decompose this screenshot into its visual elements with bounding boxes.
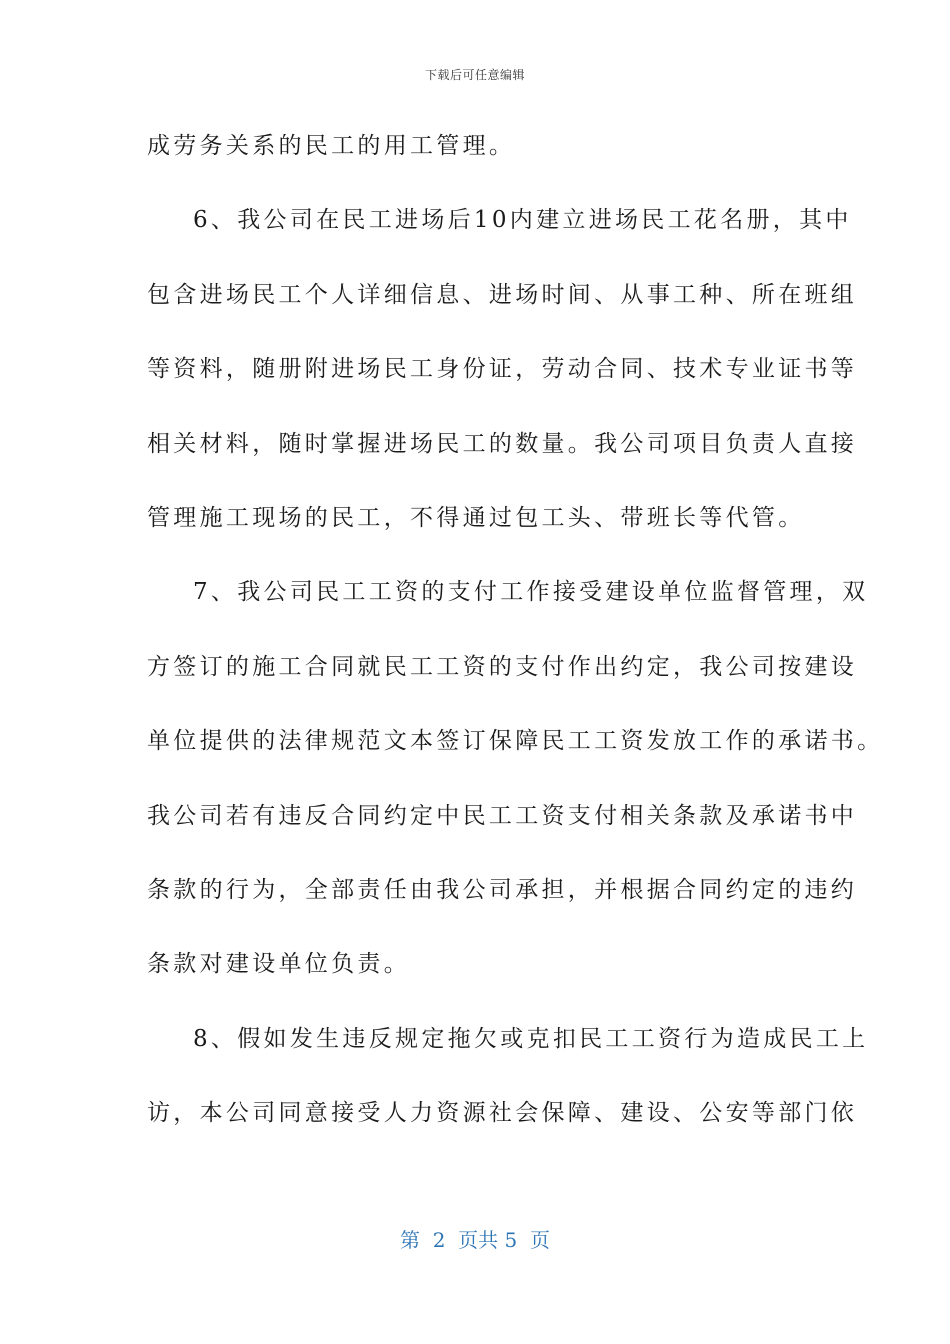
text-line: 8、假如发生违反规定拖欠或克扣民工工资行为造成民工上 xyxy=(193,1025,869,1052)
page-number-footer: 第 2 页共 5 页 xyxy=(400,1228,550,1252)
text-line: 等资料，随册附进场民工身份证，劳动合同、技术专业证书等 xyxy=(147,356,858,383)
text-line: 我公司若有违反合同约定中民工工资支付相关条款及承诺书中 xyxy=(147,802,858,829)
text-line: 7、我公司民工工资的支付工作接受建设单位监督管理，双 xyxy=(193,579,869,606)
text-line: 相关材料，随时掌握进场民工的数量。我公司项目负责人直接 xyxy=(147,430,858,457)
text-line: 包含进场民工个人详细信息、进场时间、从事工种、所在班组 xyxy=(147,281,858,308)
text-line: 条款对建设单位负责。 xyxy=(147,951,410,978)
body-text xyxy=(147,118,884,1159)
text-line: 方签订的施工合同就民工工资的支付作出约定，我公司按建设 xyxy=(147,653,858,680)
text-line: 6、我公司在民工进场后10内建立进场民工花名册，其中 xyxy=(193,207,852,234)
text-line: 条款的行为，全部责任由我公司承担，并根据合同约定的违约 xyxy=(147,876,858,903)
text-line: 管理施工现场的民工，不得通过包工头、带班长等代管。 xyxy=(147,504,805,531)
text-line: 单位提供的法律规范文本签订保障民工工资发放工作的承诺书。 xyxy=(147,728,884,755)
header-note: 下载后可任意编辑 xyxy=(424,68,525,82)
text-line: 访，本公司同意接受人力资源社会保障、建设、公安等部门依 xyxy=(147,1100,858,1127)
text-line: 成劳务关系的民工的用工管理。 xyxy=(147,133,516,159)
